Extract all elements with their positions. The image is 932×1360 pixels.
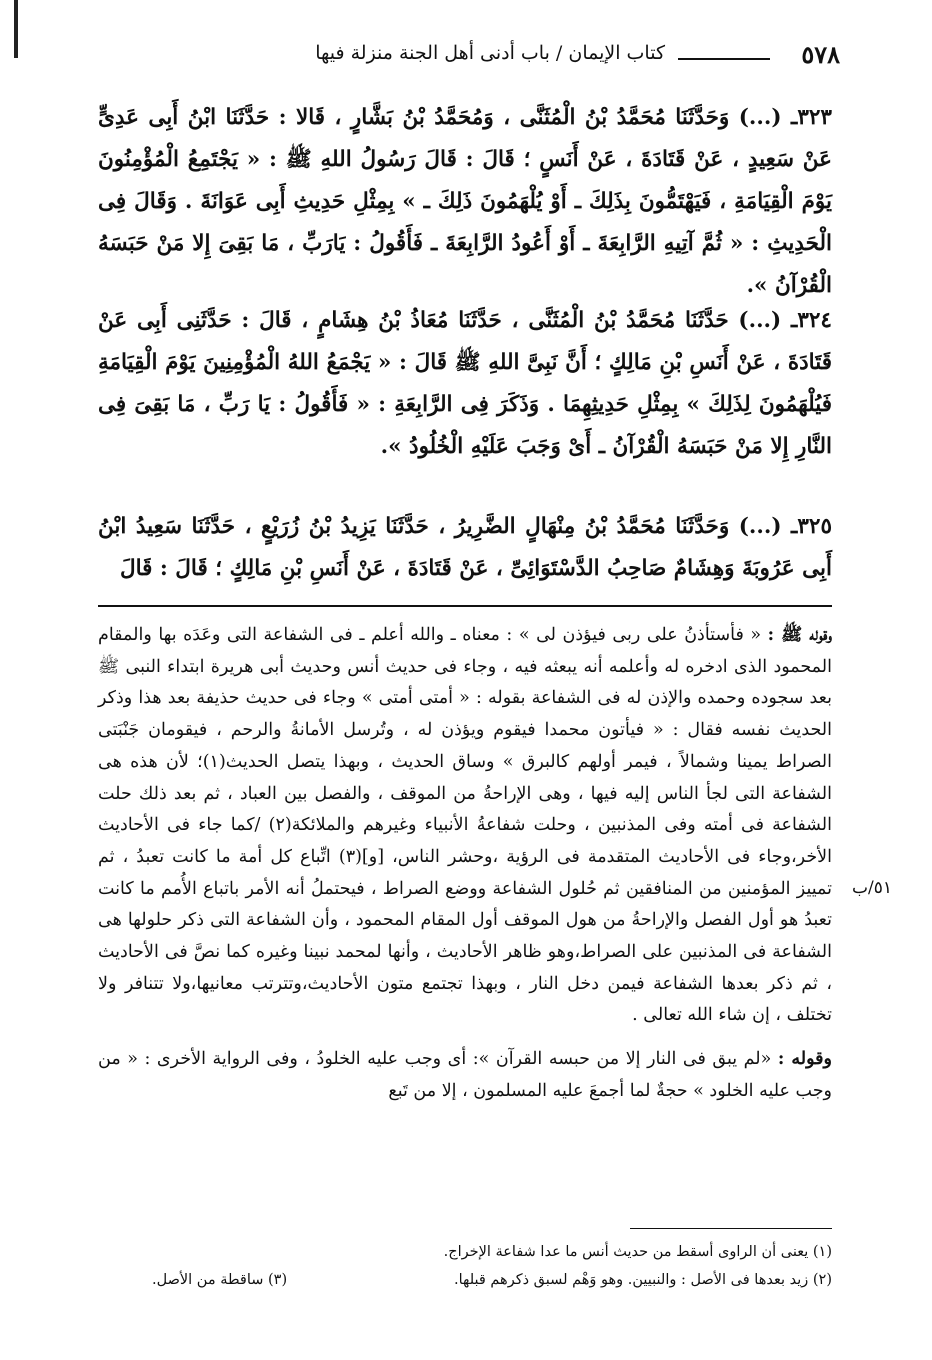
commentary-paragraph — [98, 1044, 832, 1107]
commentary-lead: وقوله : — [777, 1049, 832, 1070]
page-number: ٥٧٨ — [801, 40, 840, 69]
commentary-text: « فأستأذنُ على ربى فيؤذن لى » : معناه ـ والله أعلم ـ فى الشفاعة التى وعَدَه بها والمقام المحمود الذى ادخره له وأعلمه أنه يبعثه فيه ، وجاء فى حديث أنس وحديث أبى هريرة ابتداء النبى ﷺ بعد سجوده وحمده والإذن له فى الشفاعة بقوله : « أمتى أمتى » وجاء فى حديث حذيفة بعد هذا وذكر الحديث نفسه فقال : « فيأتون محمدا فيقوم ويؤذن له ، وتُرسل الأمانةُ والرحم ، فيقومان جَنْبَتى الصراط يمينا وشمالاً ، فيمر أولهم كالبرق » وساق الحديث ، وبهذا يتصل الحديث(١)؛ لأن هذه هى الشفاعة التى لجأ الناس إليه فيها ، وهى الإراحةُ من الموقف ، والفصل بين العباد ، ثم بعد ذلك حلت الشفاعة فى أمته وفى المذنبين ، وحلت شفاعةُ الأنبياء وغيرهم والملائكة(٢) /كما جاء فى الأحاديث الأخر،وجاء فى الأحاديث المتقدمة فى الرؤية ،وحشر الناس، [و](٣) اتِّباع كل أمة ما كانت تعبدُ ، ثم تمييز المؤمنين من المنافقين ثم حُلول الشفاعة ووضع الصراط ، فيحتملُ أنه الأمر باتباع الأُمم ما كانت تعبدُ هو أول الفصل والإراحةُ من هول الموقف أول المقام المحمود ، وأن الشفاعة التى ذكر حلولها هى الشفاعة فى المذنبين على الصراط،وهو ظاهر الأحاديث ، وأنها لمحمد نبينا وغيره كما نصَّ فى الأحاديث ، ثم ذكر بعدها الشفاعة فيمن دخل النار ، وبهذا تجتمع متون الأحاديث،وتترتب معانيها،ولا تتنافر ولا تختلف ، إن شاء الله تعالى . — [98, 625, 832, 1026]
page-header — [90, 40, 840, 84]
footnote: (٢) زيد بعدها فى الأصل : والنبيين. وهو وَهْم لسبق ذكرهم قبلها. — [453, 1272, 832, 1288]
hadith-325 — [98, 506, 832, 590]
page-edge-line — [14, 0, 18, 58]
hadith-323 — [98, 97, 832, 307]
hadith-324 — [98, 300, 832, 468]
hadith-number: ٣٢٥ـ — [791, 514, 832, 539]
hadith-number: ٣٢٣ـ — [791, 105, 832, 130]
running-title: كتاب الإيمان / باب أدنى أهل الجنة منزلة فيها — [315, 42, 665, 64]
header-rule — [678, 58, 770, 60]
footnote: (٣) ساقطة من الأصل. — [152, 1272, 288, 1288]
hadith-text: (...) حَدَّثَنَا مُحَمَّدُ بْنُ الْمُثَنَّى ، حَدَّثَنَا مُعَاذُ بْنُ هِشَامٍ ، قَالَ : حَدَّثَنِى أَبِى عَنْ قَتَادَةَ ، عَنْ أَنَسِ بْنِ مَالِكٍ ؛ أَنَّ نَبِىَّ اللهِ ﷺ قَالَ : « يَجْمَعُ اللهُ الْمُؤْمِنِينَ يَوْمَ الْقِيَامَةِ فَيُلْهَمُونَ لِذَلِكَ » بِمِثْلِ حَدِيثِهِمَا . وَذَكَرَ فِى الرَّابِعَةِ : « فَأَقُولُ : يَا رَبِّ ، مَا بَقِىَ فِى النَّارِ إِلا مَنْ حَبَسَهُ الْقُرْآنُ ـ أَىْ وَجَبَ عَلَيْهِ الْخُلُودُ ». — [98, 308, 832, 459]
manuscript-folio-note: ٥١/ب — [852, 878, 892, 898]
footnotes — [98, 1238, 832, 1294]
hadith-number: ٣٢٤ـ — [791, 308, 832, 333]
commentary-text: «لم يبق فى النار إلا من حبسه القرآن »: أى وجب عليه الخلودُ ، وفى الرواية الأخرى : « من وجب عليه الخلود » حجةٌ لما أجمعَ عليه المسلمون ، إلا من تَبع — [98, 1049, 832, 1101]
text-commentary-divider — [98, 605, 832, 607]
hadith-text: (...) وَحَدَّثَنَا مُحَمَّدُ بْنُ الْمُثَنَّى ، وَمُحَمَّدُ بْنُ بَشَّارٍ ، قَالا : حَدَّثَنَا ابْنُ أَبِى عَدِىٍّ عَنْ سَعِيدٍ ، عَنْ قَتَادَةَ ، عَنْ أَنَسٍ ؛ قَالَ : قَالَ رَسُولُ اللهِ ﷺ : « يَجْتَمِعُ الْمُؤْمِنُونَ يَوْمَ الْقِيَامَةِ ، فَيَهْتَمُّونَ بِذَلِكَ ـ أَوْ يُلْهَمُونَ ذَلِكَ ـ » بِمِثْلِ حَدِيثِ أَبِى عَوَانَةَ . وَقَالَ فِى الْحَدِيثِ : « ثُمَّ آتِيهِ الرَّابِعَةَ ـ أَوْ أَعُودُ الرَّابِعَةَ ـ فَأَقُولُ : يَارَبِّ ، مَا بَقِىَ إِلا مَنْ حَبَسَهُ الْقُرْآنُ ». — [98, 105, 832, 298]
commentary — [98, 620, 832, 1108]
commentary-lead: وقوله ﷺ : — [767, 625, 832, 645]
hadith-text: (...) وَحَدَّثَنَا مُحَمَّدُ بْنُ مِنْهَالٍ الضَّرِيرُ ، حَدَّثَنَا يَزِيدُ بْنُ زُرَيْعٍ ، حَدَّثَنَا سَعِيدُ ابْنُ أَبِى عَرُوبَةَ وَهِشَامٌ صَاحِبُ الدَّسْتَوَائِىِّ ، عَنْ قَتَادَةَ ، عَنْ أَنَسِ بْنِ مَالِكٍ ؛ قَالَ : قَالَ — [98, 514, 832, 581]
commentary-paragraph — [98, 620, 832, 1032]
footnote-rule — [630, 1228, 832, 1229]
footnote: (١) يعنى أن الراوى أسقط من حديث أنس ما عدا شفاعة الإخراج. — [443, 1244, 832, 1260]
